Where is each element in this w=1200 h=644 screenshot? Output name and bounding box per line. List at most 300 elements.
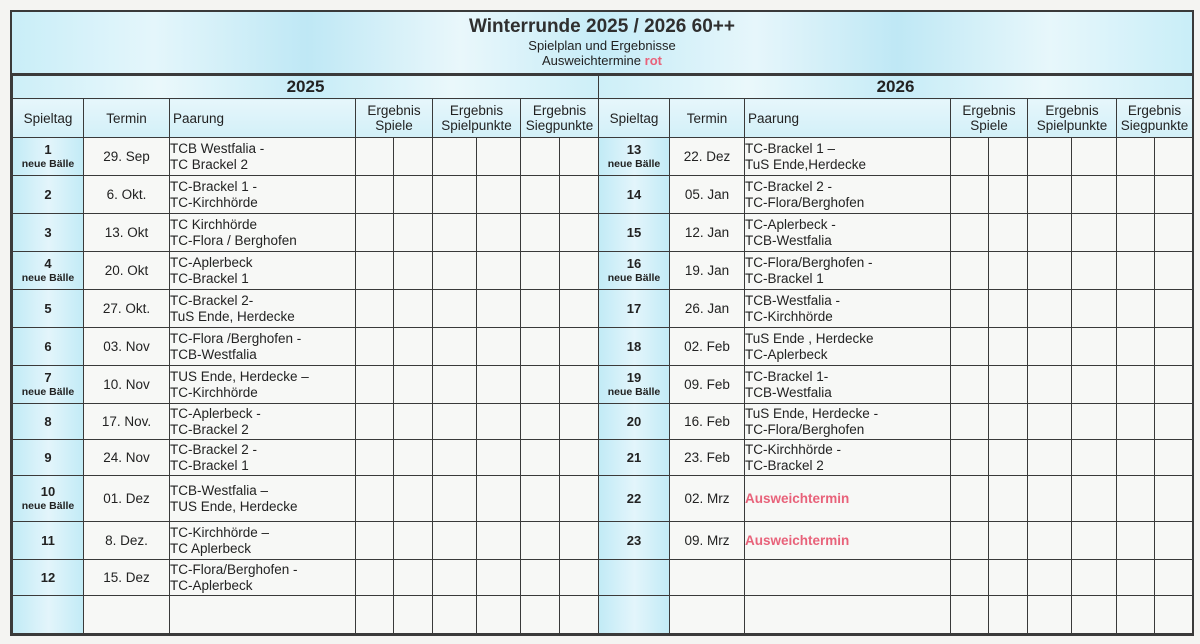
result-cell[interactable] (560, 328, 599, 366)
result-cell[interactable] (433, 176, 477, 214)
result-cell[interactable] (521, 328, 560, 366)
spieltag-cell (13, 522, 84, 560)
result-cell[interactable] (951, 138, 989, 176)
paarung-cell (170, 214, 356, 252)
empty-cell[interactable] (1155, 596, 1193, 634)
result-cell[interactable] (433, 252, 477, 290)
result-cell[interactable] (1117, 440, 1155, 476)
result-cell[interactable] (1155, 328, 1193, 366)
result-cell[interactable] (477, 328, 521, 366)
alternate-dates-highlight: rot (644, 53, 662, 68)
result-cell[interactable] (1155, 522, 1193, 560)
new-balls-label: neue Bälle (21, 385, 75, 398)
match-row (599, 328, 1193, 366)
header-line: Spielpunkte (1036, 118, 1108, 133)
empty-cell[interactable] (951, 596, 989, 634)
result-cell[interactable] (1117, 214, 1155, 252)
result-cell[interactable] (1072, 476, 1117, 522)
team-line: TC-Flora /Berghofen - (170, 330, 302, 346)
result-cell[interactable] (1072, 252, 1117, 290)
empty-row (13, 596, 599, 634)
result-cell[interactable] (989, 328, 1028, 366)
result-cell[interactable] (560, 440, 599, 476)
team-line: Ausweichtermin (745, 532, 850, 548)
match-row (599, 214, 1193, 252)
empty-cell[interactable] (433, 596, 477, 634)
termin-cell: 23. Feb (670, 440, 745, 476)
team-line: TuS Ende,Herdecke (745, 156, 867, 172)
result-cell[interactable] (394, 290, 433, 328)
paarung-cell (170, 476, 356, 522)
paarung-cell (745, 252, 951, 290)
result-cell[interactable] (356, 290, 394, 328)
result-cell[interactable] (394, 440, 433, 476)
team-line: TuS Ende, Herdecke (170, 308, 295, 324)
year-row (13, 76, 599, 99)
result-cell[interactable] (1117, 176, 1155, 214)
result-cell[interactable] (1028, 290, 1072, 328)
empty-cell[interactable] (394, 596, 433, 634)
title-box (12, 12, 1192, 75)
spieltag-number: 14 (626, 186, 642, 202)
result-cell[interactable] (1072, 214, 1117, 252)
team-line: TC-Brackel 2 (745, 457, 824, 473)
empty-cell[interactable] (989, 560, 1028, 596)
result-cell[interactable] (1117, 138, 1155, 176)
paarung-cell (745, 440, 951, 476)
result-cell[interactable] (477, 366, 521, 404)
empty-cell[interactable] (560, 596, 599, 634)
result-cell[interactable] (1028, 522, 1072, 560)
result-cell[interactable] (1028, 214, 1072, 252)
result-cell[interactable] (356, 404, 394, 440)
result-cell[interactable] (951, 290, 989, 328)
result-cell[interactable] (989, 290, 1028, 328)
result-cell[interactable] (1117, 252, 1155, 290)
match-row (13, 522, 599, 560)
result-cell[interactable] (1072, 290, 1117, 328)
paarung-cell (170, 522, 356, 560)
result-cell[interactable] (989, 252, 1028, 290)
header-line: Spielpunkte (441, 118, 512, 133)
team-line: TC-Aplerbeck (170, 577, 253, 593)
spieltag-number: 5 (44, 300, 52, 316)
result-cell[interactable] (477, 404, 521, 440)
result-cell[interactable] (521, 404, 560, 440)
empty-cell[interactable] (670, 560, 745, 596)
spieltag-cell (13, 328, 84, 366)
result-cell[interactable] (356, 214, 394, 252)
empty-cell[interactable] (521, 596, 560, 634)
result-cell[interactable] (560, 366, 599, 404)
result-cell[interactable] (477, 252, 521, 290)
team-line: TC-Brackel 1 (170, 270, 249, 286)
result-cell[interactable] (1028, 476, 1072, 522)
result-cell[interactable] (1117, 522, 1155, 560)
result-cell[interactable] (1072, 366, 1117, 404)
result-cell[interactable] (1028, 138, 1072, 176)
result-cell[interactable] (356, 138, 394, 176)
result-cell[interactable] (394, 252, 433, 290)
empty-cell[interactable] (1028, 560, 1072, 596)
spieltag-number: 8 (44, 413, 52, 429)
result-cell[interactable] (1072, 522, 1117, 560)
team-line: TC-Brackel 2 - (170, 441, 258, 457)
result-cell[interactable] (394, 476, 433, 522)
empty-cell[interactable] (170, 596, 356, 634)
paarung-cell (745, 366, 951, 404)
match-row (599, 476, 1193, 522)
empty-row (599, 560, 1193, 596)
new-balls-label: neue Bälle (607, 271, 661, 284)
team-line: TC-Flora/Berghofen (745, 194, 865, 210)
header-paarung: Paarung (745, 99, 951, 138)
result-cell[interactable] (560, 176, 599, 214)
team-line: TC-Kirchhörde (170, 194, 258, 210)
team-line: TC-Brackel 1 (170, 457, 249, 473)
header-termin: Termin (84, 99, 170, 138)
result-cell[interactable] (1028, 328, 1072, 366)
team-line: TUS Ende, Herdecke (170, 498, 298, 514)
empty-cell[interactable] (670, 596, 745, 634)
spieltag-cell (599, 252, 670, 290)
spieltag-number: 3 (44, 224, 52, 240)
empty-cell[interactable] (1117, 560, 1155, 596)
paarung-cell (170, 138, 356, 176)
result-cell[interactable] (989, 366, 1028, 404)
result-cell[interactable] (433, 404, 477, 440)
result-cell[interactable] (356, 522, 394, 560)
result-cell[interactable] (989, 522, 1028, 560)
termin-cell: 8. Dez. (84, 522, 170, 560)
team-line: TuS Ende, Herdecke - (745, 405, 879, 421)
spieltag-cell (599, 290, 670, 328)
result-cell[interactable] (1155, 214, 1193, 252)
paarung-cell (745, 404, 951, 440)
header-ergebnis-siegpunkte (1117, 99, 1193, 138)
spieltag-cell (599, 138, 670, 176)
result-cell[interactable] (521, 290, 560, 328)
team-line: TC-Brackel 2 - (745, 178, 833, 194)
empty-cell[interactable] (1072, 596, 1117, 634)
spieltag-number: 21 (626, 449, 642, 465)
spieltag-number: 4 (44, 255, 52, 271)
result-cell[interactable] (1155, 404, 1193, 440)
spieltag-cell (599, 522, 670, 560)
result-cell[interactable] (521, 138, 560, 176)
result-cell[interactable] (477, 138, 521, 176)
match-row (13, 366, 599, 404)
result-cell[interactable] (521, 476, 560, 522)
result-cell[interactable] (477, 522, 521, 560)
result-cell[interactable] (560, 138, 599, 176)
spieltag-cell (13, 476, 84, 522)
result-cell[interactable] (477, 440, 521, 476)
empty-cell[interactable] (745, 596, 951, 634)
match-row (599, 366, 1193, 404)
result-cell[interactable] (477, 176, 521, 214)
result-cell[interactable] (433, 440, 477, 476)
match-row (13, 290, 599, 328)
spieltag-number: 23 (626, 532, 642, 548)
termin-cell: 03. Nov (84, 328, 170, 366)
team-line: TC-Aplerbeck (170, 254, 253, 270)
result-cell[interactable] (521, 522, 560, 560)
termin-cell: 05. Jan (670, 176, 745, 214)
team-line: TC-Aplerbeck (745, 346, 828, 362)
spieltag-number: 13 (626, 141, 642, 157)
spieltag-cell (599, 404, 670, 440)
result-cell[interactable] (951, 252, 989, 290)
termin-cell: 22. Dez (670, 138, 745, 176)
spieltag-cell (599, 366, 670, 404)
spieltag-number: 11 (41, 532, 55, 548)
result-cell[interactable] (951, 404, 989, 440)
result-cell[interactable] (521, 176, 560, 214)
termin-cell: 10. Nov (84, 366, 170, 404)
team-line: TC-Kirchhörde – (170, 524, 270, 540)
result-cell[interactable] (1117, 290, 1155, 328)
alternate-dates-note (12, 53, 1192, 68)
paarung-cell (745, 214, 951, 252)
result-cell[interactable] (433, 560, 477, 596)
termin-cell: 02. Feb (670, 328, 745, 366)
team-line: TC Brackel 2 (170, 156, 249, 172)
spieltag-cell (13, 440, 84, 476)
team-line: TC Aplerbeck (170, 540, 252, 556)
result-cell[interactable] (951, 440, 989, 476)
empty-cell[interactable] (1117, 596, 1155, 634)
result-cell[interactable] (1117, 366, 1155, 404)
team-line: TC-Flora / Berghofen (170, 232, 297, 248)
result-cell[interactable] (521, 366, 560, 404)
spieltag-cell (13, 176, 84, 214)
result-cell[interactable] (1155, 252, 1193, 290)
result-cell[interactable] (1028, 404, 1072, 440)
result-cell[interactable] (356, 440, 394, 476)
header-line: Spiele (375, 118, 413, 133)
result-cell[interactable] (356, 176, 394, 214)
header-ergebnis-spiele (356, 99, 433, 138)
result-cell[interactable] (394, 138, 433, 176)
result-cell[interactable] (560, 560, 599, 596)
result-cell[interactable] (394, 522, 433, 560)
paarung-cell (170, 366, 356, 404)
result-cell[interactable] (989, 476, 1028, 522)
paarung-cell (745, 328, 951, 366)
result-cell[interactable] (394, 328, 433, 366)
spieltag-cell (13, 366, 84, 404)
match-row (13, 252, 599, 290)
schedule-table-2025 (12, 75, 599, 634)
result-cell[interactable] (433, 214, 477, 252)
result-cell[interactable] (1155, 476, 1193, 522)
spieltag-cell (599, 214, 670, 252)
team-line: TC-Flora/Berghofen - (170, 561, 298, 577)
header-row (599, 99, 1193, 138)
match-row (599, 138, 1193, 176)
result-cell[interactable] (433, 366, 477, 404)
result-cell[interactable] (1028, 440, 1072, 476)
result-cell[interactable] (394, 366, 433, 404)
result-cell[interactable] (1117, 476, 1155, 522)
result-cell[interactable] (433, 138, 477, 176)
result-cell[interactable] (1117, 404, 1155, 440)
match-row (13, 328, 599, 366)
result-cell[interactable] (477, 476, 521, 522)
result-cell[interactable] (1028, 366, 1072, 404)
team-line: TC-Brackel 1- (745, 368, 829, 384)
spieltag-cell (599, 476, 670, 522)
result-cell[interactable] (1072, 176, 1117, 214)
result-cell[interactable] (433, 476, 477, 522)
team-line: TC-Kirchhörde (170, 384, 258, 400)
schedule-table-2026 (598, 75, 1193, 634)
result-cell[interactable] (356, 560, 394, 596)
empty-cell[interactable] (1028, 596, 1072, 634)
result-cell[interactable] (1155, 440, 1193, 476)
team-line: Ausweichtermin (745, 490, 850, 506)
result-cell[interactable] (560, 476, 599, 522)
header-termin: Termin (670, 99, 745, 138)
header-spieltag: Spieltag (13, 99, 84, 138)
match-row (599, 176, 1193, 214)
result-cell[interactable] (560, 252, 599, 290)
result-cell[interactable] (989, 404, 1028, 440)
result-cell[interactable] (560, 404, 599, 440)
paarung-cell (745, 138, 951, 176)
result-cell[interactable] (951, 366, 989, 404)
result-cell[interactable] (1072, 138, 1117, 176)
header-row (13, 99, 599, 138)
result-cell[interactable] (356, 476, 394, 522)
result-cell[interactable] (1155, 366, 1193, 404)
team-line: TCB-Westfalia - (745, 292, 841, 308)
spieltag-cell (13, 252, 84, 290)
result-cell[interactable] (989, 138, 1028, 176)
result-cell[interactable] (1028, 252, 1072, 290)
header-line: Spiele (970, 118, 1008, 133)
header-line: Ergebnis (1045, 103, 1099, 118)
result-cell[interactable] (951, 214, 989, 252)
schedule-sheet (10, 10, 1194, 636)
spieltag-cell (13, 214, 84, 252)
result-cell[interactable] (521, 214, 560, 252)
match-row (599, 404, 1193, 440)
result-cell[interactable] (433, 522, 477, 560)
result-cell[interactable] (394, 214, 433, 252)
spieltag-number: 2 (44, 186, 52, 202)
header-ergebnis-spielpunkte (433, 99, 521, 138)
empty-cell[interactable] (356, 596, 394, 634)
result-cell[interactable] (560, 290, 599, 328)
result-cell[interactable] (394, 176, 433, 214)
result-cell[interactable] (1155, 176, 1193, 214)
result-cell[interactable] (433, 290, 477, 328)
result-cell[interactable] (951, 176, 989, 214)
result-cell[interactable] (356, 252, 394, 290)
result-cell[interactable] (477, 214, 521, 252)
result-cell[interactable] (1155, 290, 1193, 328)
result-cell[interactable] (394, 404, 433, 440)
result-cell[interactable] (560, 522, 599, 560)
result-cell[interactable] (989, 214, 1028, 252)
result-cell[interactable] (951, 476, 989, 522)
team-line: TC-Brackel 1 (745, 270, 824, 286)
termin-cell: 02. Mrz (670, 476, 745, 522)
empty-cell[interactable] (1072, 560, 1117, 596)
empty-row (599, 596, 1193, 634)
spieltag-cell (599, 440, 670, 476)
team-line: TCB-Westfalia (745, 232, 832, 248)
header-paarung: Paarung (170, 99, 356, 138)
spieltag-number: 18 (626, 338, 642, 354)
team-line: TC-Kirchhörde - (745, 441, 842, 457)
paarung-cell (745, 476, 951, 522)
empty-cell[interactable] (84, 596, 170, 634)
team-line: TCB-Westfalia (170, 346, 257, 362)
spieltag-cell (13, 404, 84, 440)
spieltag-cell (13, 596, 84, 634)
result-cell[interactable] (394, 560, 433, 596)
result-cell[interactable] (521, 440, 560, 476)
spieltag-cell (13, 560, 84, 596)
empty-cell[interactable] (951, 560, 989, 596)
result-cell[interactable] (356, 328, 394, 366)
result-cell[interactable] (560, 214, 599, 252)
team-line: TC-Flora/Berghofen (745, 421, 865, 437)
result-cell[interactable] (477, 290, 521, 328)
team-line: TC Kirchhörde (170, 216, 258, 232)
match-row (599, 252, 1193, 290)
termin-cell: 26. Jan (670, 290, 745, 328)
result-cell[interactable] (1117, 328, 1155, 366)
result-cell[interactable] (951, 328, 989, 366)
result-cell[interactable] (1155, 138, 1193, 176)
result-cell[interactable] (477, 560, 521, 596)
result-cell[interactable] (521, 252, 560, 290)
spieltag-number: 10 (40, 483, 56, 499)
result-cell[interactable] (521, 560, 560, 596)
result-cell[interactable] (989, 176, 1028, 214)
result-cell[interactable] (951, 522, 989, 560)
spieltag-cell (599, 560, 670, 596)
termin-cell: 12. Jan (670, 214, 745, 252)
header-line: Ergebnis (962, 103, 1016, 118)
paarung-cell (170, 176, 356, 214)
spieltag-number: 7 (44, 369, 52, 385)
header-ergebnis-spielpunkte (1028, 99, 1117, 138)
empty-cell[interactable] (1155, 560, 1193, 596)
page-subtitle: Spielplan und Ergebnisse (528, 38, 676, 53)
empty-cell[interactable] (989, 596, 1028, 634)
team-line: TC-Kirchhörde (745, 308, 833, 324)
empty-cell[interactable] (477, 596, 521, 634)
result-cell[interactable] (1028, 176, 1072, 214)
match-row (13, 214, 599, 252)
result-cell[interactable] (433, 328, 477, 366)
match-row (13, 404, 599, 440)
alternate-dates-label: Ausweichtermine (542, 53, 642, 68)
empty-cell[interactable] (745, 560, 951, 596)
result-cell[interactable] (1072, 328, 1117, 366)
paarung-cell (170, 560, 356, 596)
result-cell[interactable] (1072, 404, 1117, 440)
result-cell[interactable] (1072, 440, 1117, 476)
result-cell[interactable] (356, 366, 394, 404)
result-cell[interactable] (989, 440, 1028, 476)
termin-cell: 17. Nov. (84, 404, 170, 440)
